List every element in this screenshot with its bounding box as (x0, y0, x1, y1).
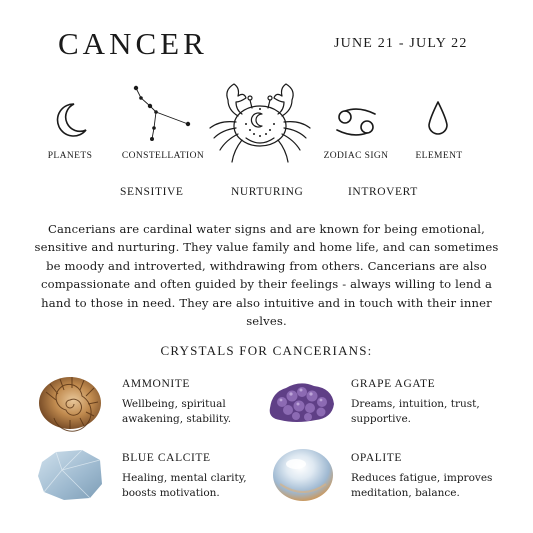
crystal-name-opalite: OPALITE (351, 452, 403, 464)
trait-nurturing: NURTURING (231, 186, 304, 198)
description-paragraph: Cancerians are cardinal water signs and are known for being emotional, sensitive and nurturing. They value family and home life, and can sometimes be moody and introverted, withdrawing from others. Cancerians are also compassionate and often guided by their feelings - always willing to lend a hand to those in need. They are also intuitive and in touch with their inner selves. (34, 222, 499, 329)
element-label: ELEMENT (415, 151, 463, 161)
page-title: CANCER (58, 26, 208, 61)
ammonite-image (36, 374, 104, 432)
water-drop-icon (426, 100, 450, 138)
crystal-desc-grape-agate: Dreams, intuition, trust, supportive. (351, 398, 480, 425)
trait-sensitive: SENSITIVE (120, 186, 184, 198)
crab-icon (206, 76, 314, 168)
constellation-icon (128, 84, 194, 146)
grape-agate-image (266, 378, 338, 424)
crystal-desc-opalite: Reduces fatigue, improves meditation, balance. (351, 472, 493, 499)
zodiac-sign-label: ZODIAC SIGN (323, 151, 389, 161)
blue-calcite-image (36, 448, 106, 502)
date-range: JUNE 21 - JULY 22 (334, 36, 468, 51)
crystal-name-ammonite: AMMONITE (122, 378, 191, 390)
crystal-name-blue-calcite: BLUE CALCITE (122, 452, 211, 464)
crystal-name-grape-agate: GRAPE AGATE (351, 378, 436, 390)
crescent-moon-icon (50, 100, 90, 140)
crystal-desc-ammonite: Wellbeing, spiritual awakening, stability. (122, 398, 232, 425)
opalite-image (270, 446, 336, 504)
constellation-label: CONSTELLATION (121, 151, 205, 161)
crystal-desc-blue-calcite: Healing, mental clarity, boosts motivation. (122, 472, 247, 499)
planets-label: PLANETS (47, 151, 93, 161)
trait-introvert: INTROVERT (348, 186, 418, 198)
cancer-glyph-icon (335, 106, 377, 138)
crystals-heading: CRYSTALS FOR CANCERIANS: (160, 343, 373, 358)
